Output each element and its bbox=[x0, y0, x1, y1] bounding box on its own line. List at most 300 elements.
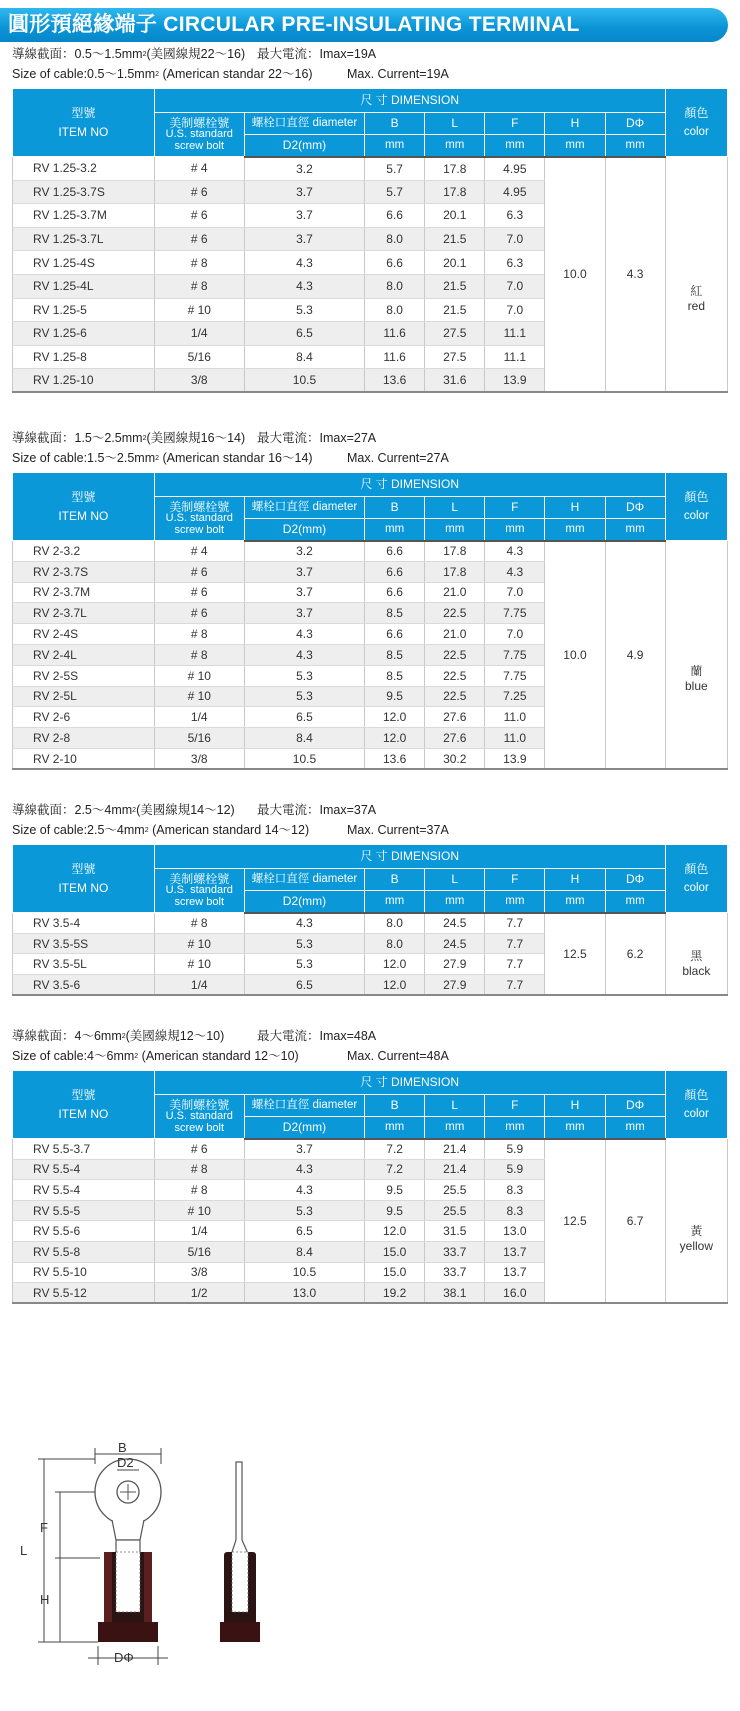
cell-f: 11.0 bbox=[485, 728, 545, 749]
cell-us-bolt: # 8 bbox=[154, 1159, 244, 1180]
cell-b: 6.6 bbox=[365, 251, 425, 275]
cell-h: 10.0 bbox=[545, 157, 605, 393]
spec-line-en bbox=[0, 1046, 740, 1066]
spec-current-cn: 最大電流：Imax=19A bbox=[257, 47, 377, 61]
header-color-cn: 顏色 bbox=[684, 1088, 709, 1103]
cell-us-bolt: # 6 bbox=[154, 227, 244, 251]
spec-current-en: Max. Current=48A bbox=[347, 1049, 449, 1063]
cell-item-no: RV 2-10 bbox=[13, 748, 155, 769]
header-unit-f: mm bbox=[485, 1117, 545, 1139]
header-us-bolt-en1: U.S. standard bbox=[165, 512, 233, 525]
header-item-cn: 型號 bbox=[71, 1087, 96, 1102]
header-us-bolt bbox=[154, 113, 244, 157]
header-item-cn: 型號 bbox=[71, 489, 96, 504]
cell-b: 6.6 bbox=[365, 624, 425, 645]
cell-item-no: RV 1.25-3.7L bbox=[13, 227, 155, 251]
cell-item-no: RV 2-5L bbox=[13, 686, 155, 707]
header-unit-l: mm bbox=[425, 135, 485, 157]
header-color bbox=[665, 1071, 727, 1139]
cell-item-no: RV 2-6 bbox=[13, 707, 155, 728]
cell-f: 8.3 bbox=[485, 1200, 545, 1221]
cell-d2: 3.7 bbox=[244, 603, 364, 624]
cell-item-no: RV 2-3.7M bbox=[13, 582, 155, 603]
cell-f: 13.7 bbox=[485, 1262, 545, 1283]
spec-awg-cn: (美國線規14～12) bbox=[136, 803, 235, 817]
header-us-bolt-en2: screw bolt bbox=[174, 895, 225, 908]
spec-line-en bbox=[0, 64, 740, 84]
diagram-label-dphi: DΦ bbox=[114, 1650, 134, 1665]
spec-awg-cn: (美國線規16～14) bbox=[146, 431, 246, 445]
cell-d2: 3.7 bbox=[244, 582, 364, 603]
terminal-diagram bbox=[0, 1440, 300, 1711]
header-d2: D2(mm) bbox=[244, 891, 364, 913]
spec-sup-en: 2 bbox=[155, 71, 160, 78]
cell-f: 7.7 bbox=[485, 913, 545, 934]
cell-item-no: RV 5.5-6 bbox=[13, 1221, 155, 1242]
spec-sup-en: 2 bbox=[144, 827, 149, 834]
spec-table bbox=[12, 472, 728, 770]
cell-d2: 4.3 bbox=[244, 251, 364, 275]
spec-cable-cn: 導線截面：0.5～1.5mm bbox=[12, 47, 143, 61]
cell-l: 22.5 bbox=[425, 665, 485, 686]
cell-item-no: RV 2-3.7S bbox=[13, 561, 155, 582]
header-us-bolt-cn: 美制螺栓號 bbox=[169, 871, 230, 886]
spec-awg-en: (American standar 16～14) bbox=[159, 451, 313, 465]
cell-b: 12.0 bbox=[365, 1221, 425, 1242]
table-row bbox=[13, 541, 728, 562]
header-d2: D2(mm) bbox=[244, 519, 364, 541]
cell-b: 13.6 bbox=[365, 748, 425, 769]
header-us-bolt bbox=[154, 1095, 244, 1139]
cell-item-no: RV 3.5-4 bbox=[13, 913, 155, 934]
cell-f: 7.0 bbox=[485, 582, 545, 603]
spec-sup-en: 2 bbox=[155, 455, 160, 462]
header-color-en: color bbox=[683, 509, 709, 522]
cell-dphi: 4.3 bbox=[605, 157, 665, 393]
cell-f: 7.7 bbox=[485, 933, 545, 954]
cell-us-bolt: # 6 bbox=[154, 180, 244, 204]
header-unit-b: mm bbox=[365, 519, 425, 541]
cell-l: 22.5 bbox=[425, 686, 485, 707]
header-item-en: ITEM NO bbox=[58, 880, 109, 895]
cell-f: 13.9 bbox=[485, 748, 545, 769]
table-row bbox=[13, 157, 728, 181]
header-item bbox=[13, 89, 155, 157]
header-unit-f: mm bbox=[485, 135, 545, 157]
cell-item-no: RV 2-4S bbox=[13, 624, 155, 645]
header-item-cn: 型號 bbox=[71, 861, 96, 876]
cell-d2: 8.4 bbox=[244, 728, 364, 749]
cell-l: 24.5 bbox=[425, 933, 485, 954]
cell-b: 12.0 bbox=[365, 707, 425, 728]
cell-us-bolt: # 10 bbox=[154, 954, 244, 975]
cell-f: 7.75 bbox=[485, 644, 545, 665]
cell-us-bolt: # 10 bbox=[154, 686, 244, 707]
cell-l: 22.5 bbox=[425, 644, 485, 665]
spec-line-cn bbox=[0, 800, 740, 820]
cell-l: 38.1 bbox=[425, 1283, 485, 1304]
cell-d2: 3.7 bbox=[244, 1139, 364, 1160]
cell-l: 24.5 bbox=[425, 913, 485, 934]
cell-item-no: RV 3.5-5S bbox=[13, 933, 155, 954]
cell-b: 5.7 bbox=[365, 157, 425, 181]
cell-item-no: RV 2-8 bbox=[13, 728, 155, 749]
cell-f: 7.0 bbox=[485, 624, 545, 645]
color-cn: 蘭 bbox=[690, 664, 703, 679]
cell-d2: 3.2 bbox=[244, 541, 364, 562]
cell-us-bolt: 1/4 bbox=[154, 322, 244, 346]
header-l: L bbox=[425, 497, 485, 519]
header-color bbox=[665, 89, 727, 157]
cell-dphi: 6.7 bbox=[605, 1139, 665, 1304]
header-l: L bbox=[425, 1095, 485, 1117]
cell-b: 8.0 bbox=[365, 933, 425, 954]
header-us-bolt-en1: U.S. standard bbox=[165, 1110, 233, 1123]
cell-color bbox=[665, 541, 727, 770]
spec-current-en: Max. Current=27A bbox=[347, 451, 449, 465]
spec-section bbox=[0, 800, 740, 992]
spec-table bbox=[12, 844, 728, 996]
cell-l: 27.5 bbox=[425, 345, 485, 369]
cell-l: 22.5 bbox=[425, 603, 485, 624]
cell-b: 6.6 bbox=[365, 582, 425, 603]
cell-item-no: RV 1.25-4L bbox=[13, 274, 155, 298]
header-unit-l: mm bbox=[425, 891, 485, 913]
header-color-cn: 顏色 bbox=[684, 490, 709, 505]
cell-d2: 5.3 bbox=[244, 954, 364, 975]
cell-f: 7.7 bbox=[485, 954, 545, 975]
spec-cable-en: Size of cable:2.5～4mm bbox=[12, 823, 145, 837]
header-color bbox=[665, 845, 727, 913]
cell-b: 13.6 bbox=[365, 369, 425, 393]
spec-awg-cn: (美國線規12～10) bbox=[125, 1029, 225, 1043]
cell-b: 6.6 bbox=[365, 204, 425, 228]
cell-b: 9.5 bbox=[365, 686, 425, 707]
header-us-bolt-cn: 美制螺栓號 bbox=[169, 1097, 230, 1112]
cell-b: 11.6 bbox=[365, 322, 425, 346]
cell-item-no: RV 3.5-5L bbox=[13, 954, 155, 975]
header-item bbox=[13, 473, 155, 541]
cell-f: 4.3 bbox=[485, 561, 545, 582]
header-unit-h: mm bbox=[545, 135, 605, 157]
header-unit-dphi: mm bbox=[605, 1117, 665, 1139]
cell-color bbox=[665, 913, 727, 996]
spec-awg-en: (American standard 14～12) bbox=[148, 823, 310, 837]
header-dimension: 尺 寸 DIMENSION bbox=[154, 473, 665, 497]
cell-d2: 8.4 bbox=[244, 1241, 364, 1262]
cell-us-bolt: 3/8 bbox=[154, 1262, 244, 1283]
cell-f: 4.95 bbox=[485, 180, 545, 204]
header-unit-dphi: mm bbox=[605, 891, 665, 913]
cell-item-no: RV 1.25-6 bbox=[13, 322, 155, 346]
cell-item-no: RV 5.5-5 bbox=[13, 1200, 155, 1221]
cell-l: 21.0 bbox=[425, 624, 485, 645]
cell-l: 20.1 bbox=[425, 251, 485, 275]
cell-item-no: RV 2-3.2 bbox=[13, 541, 155, 562]
spec-sup-cn: 2 bbox=[142, 51, 147, 58]
cell-l: 31.5 bbox=[425, 1221, 485, 1242]
header-us-bolt-en1: U.S. standard bbox=[165, 884, 233, 897]
header-item-en: ITEM NO bbox=[58, 1106, 109, 1121]
cell-item-no: RV 3.5-6 bbox=[13, 975, 155, 996]
header-item-cn: 型號 bbox=[71, 105, 96, 120]
spec-sup-en: 2 bbox=[134, 1053, 139, 1060]
header-unit-h: mm bbox=[545, 891, 605, 913]
header-item bbox=[13, 1071, 155, 1139]
cell-b: 11.6 bbox=[365, 345, 425, 369]
color-cn: 黑 bbox=[690, 948, 703, 963]
cell-item-no: RV 1.25-8 bbox=[13, 345, 155, 369]
header-color-en: color bbox=[683, 125, 709, 138]
cell-us-bolt: # 10 bbox=[154, 665, 244, 686]
header-l: L bbox=[425, 113, 485, 135]
spec-cable-cn: 導線截面：1.5～2.5mm bbox=[12, 431, 143, 445]
header-unit-h: mm bbox=[545, 1117, 605, 1139]
cell-h: 10.0 bbox=[545, 541, 605, 770]
cell-b: 12.0 bbox=[365, 728, 425, 749]
spec-cable-cn: 導線截面：4～6mm bbox=[12, 1029, 122, 1043]
header-dimension: 尺 寸 DIMENSION bbox=[154, 1071, 665, 1095]
header-color-cn: 顏色 bbox=[684, 862, 709, 877]
spec-cable-en: Size of cable:1.5～2.5mm bbox=[12, 451, 156, 465]
header-b: B bbox=[365, 497, 425, 519]
cell-us-bolt: # 6 bbox=[154, 1139, 244, 1160]
cell-f: 5.9 bbox=[485, 1139, 545, 1160]
header-l: L bbox=[425, 869, 485, 891]
cell-f: 16.0 bbox=[485, 1283, 545, 1304]
cell-l: 17.8 bbox=[425, 561, 485, 582]
cell-item-no: RV 5.5-10 bbox=[13, 1262, 155, 1283]
cell-f: 7.0 bbox=[485, 274, 545, 298]
cell-b: 5.7 bbox=[365, 180, 425, 204]
header-us-bolt-cn: 美制螺栓號 bbox=[169, 499, 230, 514]
cell-f: 7.7 bbox=[485, 975, 545, 996]
color-cn: 黃 bbox=[690, 1223, 703, 1238]
header-dphi: DΦ bbox=[605, 869, 665, 891]
cell-d2: 4.3 bbox=[244, 624, 364, 645]
cell-l: 21.5 bbox=[425, 298, 485, 322]
spec-current-en: Max. Current=19A bbox=[347, 67, 449, 81]
cell-item-no: RV 1.25-3.7M bbox=[13, 204, 155, 228]
diagram-label-l: L bbox=[20, 1543, 28, 1558]
header-h: H bbox=[545, 1095, 605, 1117]
cell-l: 27.6 bbox=[425, 728, 485, 749]
header-diameter: 螺栓口直徑 diameter bbox=[244, 1095, 364, 1117]
cell-l: 33.7 bbox=[425, 1241, 485, 1262]
cell-item-no: RV 1.25-4S bbox=[13, 251, 155, 275]
header-color-en: color bbox=[683, 1107, 709, 1120]
cell-h: 12.5 bbox=[545, 1139, 605, 1304]
cell-color bbox=[665, 157, 727, 393]
cell-b: 7.2 bbox=[365, 1139, 425, 1160]
cell-us-bolt: # 10 bbox=[154, 1200, 244, 1221]
header-us-bolt-cn: 美制螺栓號 bbox=[169, 115, 230, 130]
page-title: 圓形預絕緣端子 CIRCULAR PRE-INSULATING TERMINAL bbox=[8, 13, 580, 36]
cell-f: 7.75 bbox=[485, 603, 545, 624]
header-unit-l: mm bbox=[425, 519, 485, 541]
header-diameter: 螺栓口直徑 diameter bbox=[244, 113, 364, 135]
cell-l: 20.1 bbox=[425, 204, 485, 228]
cell-us-bolt: # 10 bbox=[154, 298, 244, 322]
header-unit-b: mm bbox=[365, 891, 425, 913]
cell-item-no: RV 1.25-3.7S bbox=[13, 180, 155, 204]
cell-b: 12.0 bbox=[365, 975, 425, 996]
header-unit-l: mm bbox=[425, 1117, 485, 1139]
cell-d2: 6.5 bbox=[244, 975, 364, 996]
cell-us-bolt: # 8 bbox=[154, 624, 244, 645]
cell-l: 17.8 bbox=[425, 541, 485, 562]
header-us-bolt-en2: screw bolt bbox=[174, 139, 225, 152]
spec-section bbox=[0, 428, 740, 766]
cell-d2: 5.3 bbox=[244, 665, 364, 686]
cell-us-bolt: # 10 bbox=[154, 933, 244, 954]
cell-b: 6.6 bbox=[365, 541, 425, 562]
cell-b: 8.0 bbox=[365, 274, 425, 298]
cell-b: 7.2 bbox=[365, 1159, 425, 1180]
cell-f: 13.9 bbox=[485, 369, 545, 393]
header-unit-b: mm bbox=[365, 135, 425, 157]
spec-table bbox=[12, 1070, 728, 1304]
cell-l: 33.7 bbox=[425, 1262, 485, 1283]
cell-b: 8.5 bbox=[365, 665, 425, 686]
cell-b: 8.5 bbox=[365, 644, 425, 665]
spec-table bbox=[12, 88, 728, 393]
header-item bbox=[13, 845, 155, 913]
spec-sup-cn: 2 bbox=[142, 435, 147, 442]
header-f: F bbox=[485, 869, 545, 891]
cell-d2: 4.3 bbox=[244, 644, 364, 665]
header-unit-dphi: mm bbox=[605, 519, 665, 541]
spec-cable-cn: 導線截面：2.5～4mm bbox=[12, 803, 133, 817]
cell-f: 7.25 bbox=[485, 686, 545, 707]
cell-us-bolt: 5/16 bbox=[154, 345, 244, 369]
header-color-cn: 顏色 bbox=[684, 106, 709, 121]
header-b: B bbox=[365, 1095, 425, 1117]
cell-b: 9.5 bbox=[365, 1180, 425, 1201]
cell-item-no: RV 5.5-4 bbox=[13, 1159, 155, 1180]
cell-d2: 10.5 bbox=[244, 748, 364, 769]
cell-us-bolt: # 4 bbox=[154, 157, 244, 181]
header-unit-b: mm bbox=[365, 1117, 425, 1139]
side-view bbox=[220, 1462, 260, 1642]
cell-d2: 10.5 bbox=[244, 369, 364, 393]
cell-dphi: 6.2 bbox=[605, 913, 665, 996]
cell-us-bolt: # 8 bbox=[154, 644, 244, 665]
cell-item-no: RV 5.5-3.7 bbox=[13, 1139, 155, 1160]
header-b: B bbox=[365, 113, 425, 135]
cell-item-no: RV 1.25-10 bbox=[13, 369, 155, 393]
cell-d2: 4.3 bbox=[244, 1159, 364, 1180]
cell-l: 21.4 bbox=[425, 1159, 485, 1180]
cell-l: 21.4 bbox=[425, 1139, 485, 1160]
header-color bbox=[665, 473, 727, 541]
cell-us-bolt: # 8 bbox=[154, 913, 244, 934]
header-h: H bbox=[545, 869, 605, 891]
cell-us-bolt: # 6 bbox=[154, 603, 244, 624]
cell-us-bolt: # 8 bbox=[154, 1180, 244, 1201]
header-us-bolt-en1: U.S. standard bbox=[165, 128, 233, 141]
cell-us-bolt: 1/4 bbox=[154, 1221, 244, 1242]
cell-f: 5.9 bbox=[485, 1159, 545, 1180]
header-color-en: color bbox=[683, 881, 709, 894]
cell-d2: 6.5 bbox=[244, 322, 364, 346]
cell-d2: 8.4 bbox=[244, 345, 364, 369]
cell-d2: 3.7 bbox=[244, 561, 364, 582]
cell-l: 27.9 bbox=[425, 954, 485, 975]
cell-b: 12.0 bbox=[365, 954, 425, 975]
cell-color bbox=[665, 1139, 727, 1304]
cell-l: 21.0 bbox=[425, 582, 485, 603]
spec-line-en bbox=[0, 448, 740, 468]
header-dphi: DΦ bbox=[605, 497, 665, 519]
header-dphi: DΦ bbox=[605, 1095, 665, 1117]
spec-current-cn: 最大電流：Imax=37A bbox=[257, 803, 377, 817]
cell-d2: 6.5 bbox=[244, 707, 364, 728]
cell-d2: 4.3 bbox=[244, 913, 364, 934]
header-f: F bbox=[485, 1095, 545, 1117]
cell-f: 4.95 bbox=[485, 157, 545, 181]
color-en: yellow bbox=[679, 1238, 714, 1253]
cell-item-no: RV 2-5S bbox=[13, 665, 155, 686]
cell-d2: 4.3 bbox=[244, 274, 364, 298]
table-row bbox=[13, 1139, 728, 1160]
cell-d2: 3.7 bbox=[244, 180, 364, 204]
cell-l: 31.6 bbox=[425, 369, 485, 393]
diagram-label-b: B bbox=[118, 1440, 127, 1455]
cell-f: 13.7 bbox=[485, 1241, 545, 1262]
header-us-bolt-en2: screw bolt bbox=[174, 1121, 225, 1134]
cell-us-bolt: # 4 bbox=[154, 541, 244, 562]
header-diameter: 螺栓口直徑 diameter bbox=[244, 497, 364, 519]
cell-b: 9.5 bbox=[365, 1200, 425, 1221]
cell-us-bolt: # 8 bbox=[154, 251, 244, 275]
color-en: red bbox=[687, 299, 705, 314]
header-b: B bbox=[365, 869, 425, 891]
color-en: blue bbox=[684, 679, 708, 694]
cell-item-no: RV 2-4L bbox=[13, 644, 155, 665]
spec-line-cn bbox=[0, 428, 740, 448]
cell-item-no: RV 5.5-4 bbox=[13, 1180, 155, 1201]
header-d2: D2(mm) bbox=[244, 1117, 364, 1139]
header-us-bolt bbox=[154, 497, 244, 541]
header-item-en: ITEM NO bbox=[58, 508, 109, 523]
spec-sup-cn: 2 bbox=[132, 807, 137, 814]
cell-f: 8.3 bbox=[485, 1180, 545, 1201]
diagram-label-d2: D2 bbox=[117, 1455, 134, 1470]
color-cn: 紅 bbox=[690, 284, 703, 299]
cell-f: 13.0 bbox=[485, 1221, 545, 1242]
cell-d2: 5.3 bbox=[244, 686, 364, 707]
diagram-label-f: F bbox=[40, 1520, 48, 1535]
header-d2: D2(mm) bbox=[244, 135, 364, 157]
spec-cable-en: Size of cable:0.5～1.5mm bbox=[12, 67, 156, 81]
color-en: black bbox=[682, 963, 711, 978]
header-us-bolt-en2: screw bolt bbox=[174, 523, 225, 536]
cell-d2: 5.3 bbox=[244, 298, 364, 322]
page-title-banner bbox=[0, 8, 728, 42]
header-unit-h: mm bbox=[545, 519, 605, 541]
spec-current-cn: 最大電流：Imax=27A bbox=[257, 431, 377, 445]
header-us-bolt bbox=[154, 869, 244, 913]
cell-f: 11.1 bbox=[485, 322, 545, 346]
cell-b: 15.0 bbox=[365, 1262, 425, 1283]
cell-item-no: RV 1.25-5 bbox=[13, 298, 155, 322]
cell-us-bolt: 5/16 bbox=[154, 1241, 244, 1262]
cell-l: 27.6 bbox=[425, 707, 485, 728]
cell-item-no: RV 5.5-8 bbox=[13, 1241, 155, 1262]
cell-item-no: RV 5.5-12 bbox=[13, 1283, 155, 1304]
cell-us-bolt: # 8 bbox=[154, 274, 244, 298]
